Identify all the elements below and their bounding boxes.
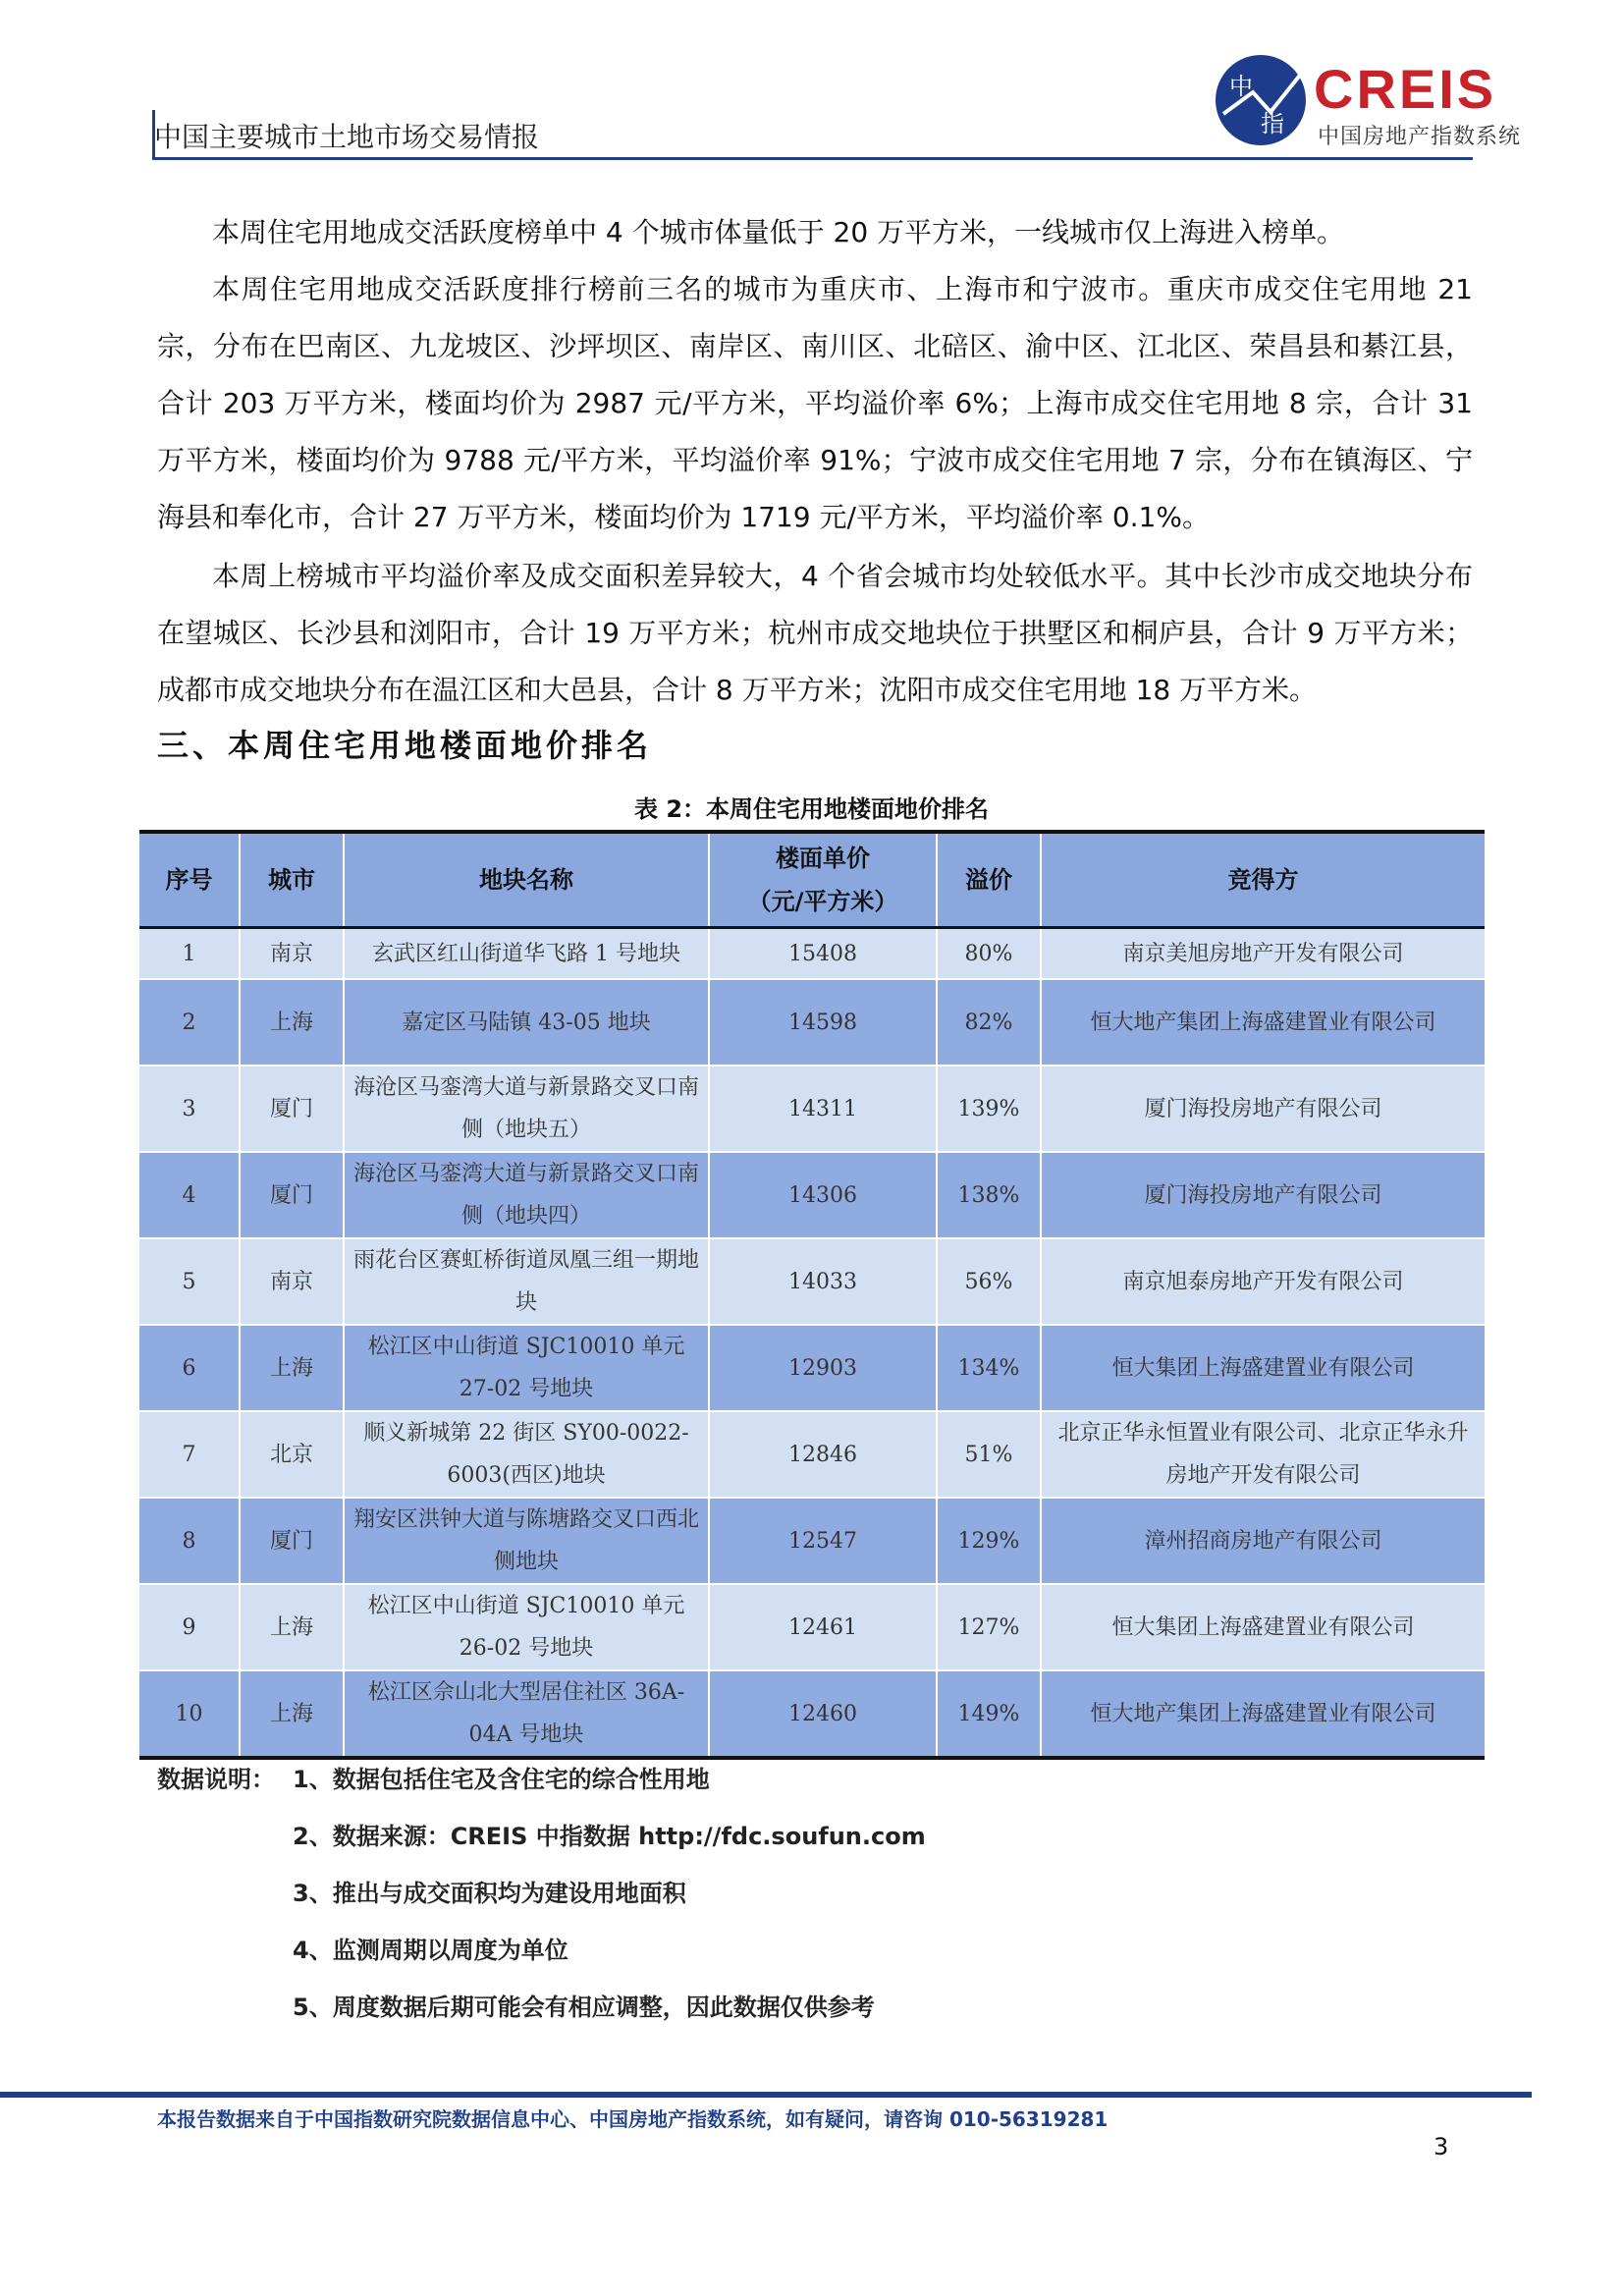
cell-price: 12461: [709, 1584, 937, 1670]
table-row: [139, 1411, 1485, 1498]
table-row: [139, 928, 1485, 980]
col-header-price: [709, 832, 937, 928]
cell-rank: 10: [139, 1670, 240, 1758]
table-header-row: [139, 832, 1485, 928]
cell-buyer: 恒大集团上海盛建置业有限公司: [1041, 1584, 1485, 1670]
col-header-premium: 溢价: [937, 832, 1041, 928]
table-row: [139, 979, 1485, 1066]
cell-parcel: 嘉定区马陆镇 43-05 地块: [344, 979, 709, 1066]
cell-price: 14311: [709, 1066, 937, 1152]
note-item: 1、数据包括住宅及含住宅的综合性用地: [293, 1766, 710, 1793]
cell-premium: 51%: [937, 1411, 1041, 1498]
cell-price: 14306: [709, 1152, 937, 1238]
cell-buyer: 厦门海投房地产有限公司: [1041, 1066, 1485, 1152]
cell-buyer: 漳州招商房地产有限公司: [1041, 1498, 1485, 1584]
cell-premium: 56%: [937, 1238, 1041, 1325]
cell-buyer: 南京美旭房地产开发有限公司: [1041, 928, 1485, 980]
col-header-parcel: 地块名称: [344, 832, 709, 928]
cell-city: 上海: [240, 1325, 344, 1411]
cell-price: 12460: [709, 1670, 937, 1758]
col-header-price-line2: （元/平方米）: [747, 888, 898, 915]
paragraph-2: 本周住宅用地成交活跃度排行榜前三名的城市为重庆市、上海市和宁波市。重庆市成交住宅用地 21 宗，分布在巴南区、九龙坡区、沙坪坝区、南岸区、南川区、北碚区、渝中区、江北区、荣昌县和綦江县，合计 203 万平方米，楼面均价为 2987 元/平方米，平均溢价率 6%；上海市成交住宅用地 8 宗，合计 31 万平方米，楼面均价为 9788 元/平方米，平均溢价率 91%；宁波市成交住宅用地 7 宗，分布在镇海区、宁海县和奉化市，合计 27 万平方米，楼面均价为 1719 元/平方米，平均溢价率 0.1%。: [157, 273, 1473, 533]
logo-subtitle: 中国房地产指数系统: [1318, 125, 1522, 149]
cell-parcel: 顺义新城第 22 街区 SY00-0022-6003(西区)地块: [344, 1411, 709, 1498]
cell-premium: 134%: [937, 1325, 1041, 1411]
table-caption: 表 2：本周住宅用地楼面地价排名: [633, 795, 990, 823]
note-item: 2、数据来源：CREIS 中指数据 http://fdc.soufun.com: [293, 1823, 926, 1850]
cell-price: 12903: [709, 1325, 937, 1411]
cell-price: 12846: [709, 1411, 937, 1498]
cell-rank: 5: [139, 1238, 240, 1325]
cell-parcel: 雨花台区赛虹桥街道凤凰三组一期地块: [344, 1238, 709, 1325]
paragraph-1: 本周住宅用地成交活跃度榜单中 4 个城市体量低于 20 万平方米，一线城市仅上海进入榜单。: [212, 216, 1345, 248]
cell-city: 北京: [240, 1411, 344, 1498]
footer-text: 本报告数据来自于中国指数研究院数据信息中心、中国房地产指数系统，如有疑问，请咨询 010-56319281: [157, 2107, 1109, 2131]
price-ranking-table: [139, 830, 1485, 1760]
cell-rank: 3: [139, 1066, 240, 1152]
cell-premium: 149%: [937, 1670, 1041, 1758]
table-row: [139, 1152, 1485, 1238]
footer-divider: [0, 2092, 1532, 2098]
cell-rank: 6: [139, 1325, 240, 1411]
cell-parcel: 海沧区马銮湾大道与新景路交叉口南侧（地块四）: [344, 1152, 709, 1238]
cell-city: 厦门: [240, 1152, 344, 1238]
table-row: [139, 1670, 1485, 1758]
section-heading: 三、本周住宅用地楼面地价排名: [157, 727, 653, 764]
cell-city: 厦门: [240, 1498, 344, 1584]
note-item: 5、周度数据后期可能会有相应调整，因此数据仅供参考: [293, 1994, 875, 2021]
header-title: 中国主要城市土地市场交易情报: [154, 121, 540, 153]
cell-city: 上海: [240, 1670, 344, 1758]
cell-premium: 80%: [937, 928, 1041, 980]
cell-price: 14033: [709, 1238, 937, 1325]
cell-city: 南京: [240, 928, 344, 980]
cell-parcel: 松江区中山街道 SJC10010 单元 26-02 号地块: [344, 1584, 709, 1670]
note-item: 3、推出与成交面积均为建设用地面积: [293, 1880, 686, 1907]
cell-premium: 129%: [937, 1498, 1041, 1584]
logo-char-2: 指: [1261, 110, 1284, 137]
cell-buyer: 南京旭泰房地产开发有限公司: [1041, 1238, 1485, 1325]
cell-city: 上海: [240, 979, 344, 1066]
cell-parcel: 海沧区马銮湾大道与新景路交叉口南侧（地块五）: [344, 1066, 709, 1152]
cell-parcel: 翔安区洪钟大道与陈塘路交叉口西北侧地块: [344, 1498, 709, 1584]
cell-buyer: 厦门海投房地产有限公司: [1041, 1152, 1485, 1238]
cell-rank: 2: [139, 979, 240, 1066]
cell-buyer: 恒大集团上海盛建置业有限公司: [1041, 1325, 1485, 1411]
cell-premium: 138%: [937, 1152, 1041, 1238]
cell-parcel: 松江区佘山北大型居住社区 36A-04A 号地块: [344, 1670, 709, 1758]
table-row: [139, 1325, 1485, 1411]
cell-parcel: 松江区中山街道 SJC10010 单元 27-02 号地块: [344, 1325, 709, 1411]
cell-city: 南京: [240, 1238, 344, 1325]
logo-brand: CREIS: [1314, 58, 1497, 120]
creis-logo: [1216, 51, 1540, 149]
table-row: [139, 1066, 1485, 1152]
page-number: 3: [1434, 2133, 1449, 2160]
notes-label: 数据说明：: [157, 1766, 275, 1793]
cell-premium: 82%: [937, 979, 1041, 1066]
cell-buyer: 恒大地产集团上海盛建置业有限公司: [1041, 979, 1485, 1066]
paragraph-3: 本周上榜城市平均溢价率及成交面积差异较大，4 个省会城市均处较低水平。其中长沙市成交地块分布在望城区、长沙县和浏阳市，合计 19 万平方米；杭州市成交地块位于拱墅区和桐庐县，合计 9 万平方米；成都市成交地块分布在温江区和大邑县，合计 8 万平方米；沈阳市成交住宅用地 18 万平方米。: [157, 560, 1473, 706]
cell-city: 厦门: [240, 1066, 344, 1152]
cell-premium: 139%: [937, 1066, 1041, 1152]
header-divider: [152, 157, 1473, 160]
note-item: 4、监测周期以周度为单位: [293, 1937, 568, 1964]
cell-price: 12547: [709, 1498, 937, 1584]
col-header-city: 城市: [240, 832, 344, 928]
logo-emblem: [1216, 55, 1306, 145]
col-header-rank: 序号: [139, 832, 240, 928]
table-row: [139, 1238, 1485, 1325]
cell-rank: 1: [139, 928, 240, 980]
col-header-price-line1: 楼面单价: [776, 845, 870, 872]
cell-premium: 127%: [937, 1584, 1041, 1670]
table-row: [139, 1584, 1485, 1670]
cell-buyer: 恒大地产集团上海盛建置业有限公司: [1041, 1670, 1485, 1758]
cell-rank: 4: [139, 1152, 240, 1238]
cell-rank: 9: [139, 1584, 240, 1670]
table-row: [139, 1498, 1485, 1584]
cell-price: 15408: [709, 928, 937, 980]
cell-price: 14598: [709, 979, 937, 1066]
cell-rank: 8: [139, 1498, 240, 1584]
cell-city: 上海: [240, 1584, 344, 1670]
cell-parcel: 玄武区红山街道华飞路 1 号地块: [344, 928, 709, 980]
col-header-buyer: 竞得方: [1041, 832, 1485, 928]
logo-char-1: 中: [1229, 73, 1253, 100]
cell-buyer: 北京正华永恒置业有限公司、北京正华永升房地产开发有限公司: [1041, 1411, 1485, 1498]
cell-rank: 7: [139, 1411, 240, 1498]
